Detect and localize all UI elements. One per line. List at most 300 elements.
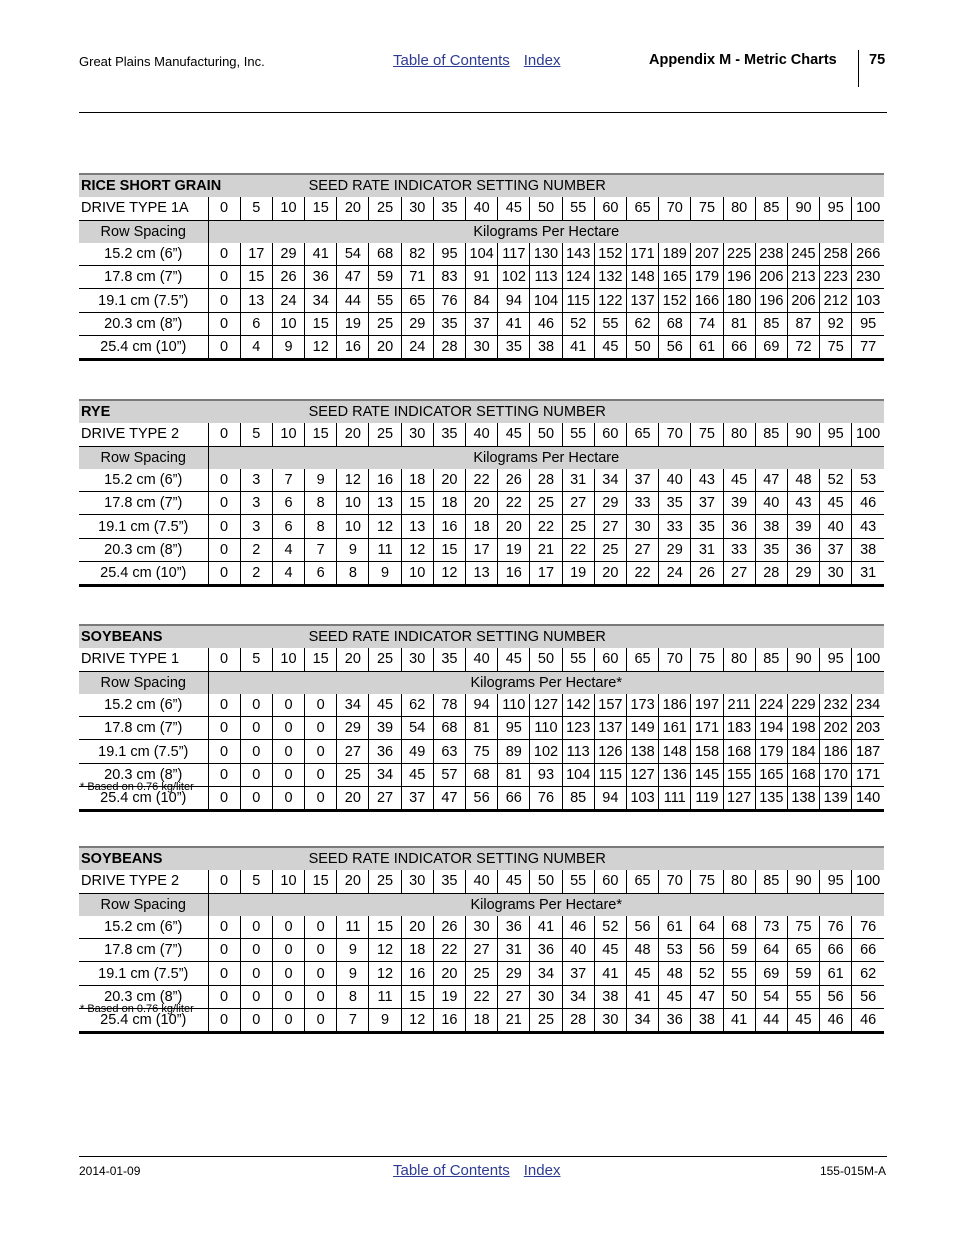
rate-cell: 20 xyxy=(369,336,401,360)
rate-cell: 35 xyxy=(755,538,787,561)
rate-cell: 25 xyxy=(594,538,626,561)
setting-number: 65 xyxy=(626,870,658,893)
rate-cell: 43 xyxy=(691,469,723,492)
row-spacing-label: Row Spacing xyxy=(79,893,208,916)
rate-cell: 24 xyxy=(401,336,433,360)
rate-cell: 41 xyxy=(562,336,594,360)
rate-cell: 30 xyxy=(466,916,498,939)
setting-number: 80 xyxy=(723,648,755,671)
rate-cell: 39 xyxy=(723,492,755,515)
rate-cell: 6 xyxy=(272,515,304,538)
rate-cell: 37 xyxy=(466,312,498,335)
rate-cell: 44 xyxy=(755,1009,787,1033)
setting-number: 60 xyxy=(594,197,626,220)
setting-number: 5 xyxy=(240,423,272,446)
rate-cell: 37 xyxy=(626,469,658,492)
rate-cell: 31 xyxy=(562,469,594,492)
row-spacing: 20.3 cm (8”) xyxy=(79,538,208,561)
rate-cell: 0 xyxy=(240,763,272,786)
rate-cell: 17 xyxy=(466,538,498,561)
rate-cell: 224 xyxy=(755,694,787,717)
footer-index-link[interactable]: Index xyxy=(523,1162,561,1179)
rate-cell: 0 xyxy=(272,962,304,985)
setting-number: 80 xyxy=(723,423,755,446)
setting-number: 95 xyxy=(820,648,852,671)
row-spacing: 17.8 cm (7”) xyxy=(79,717,208,740)
rate-cell: 103 xyxy=(852,289,884,312)
rate-cell: 122 xyxy=(594,289,626,312)
setting-number: 5 xyxy=(240,197,272,220)
rate-cell: 186 xyxy=(659,694,691,717)
rate-cell: 29 xyxy=(787,562,819,586)
table-row xyxy=(79,538,884,561)
rate-cell: 76 xyxy=(433,289,465,312)
rate-cell: 25 xyxy=(530,1009,562,1033)
rate-cell: 76 xyxy=(530,787,562,811)
row-spacing: 17.8 cm (7”) xyxy=(79,939,208,962)
rate-cell: 31 xyxy=(691,538,723,561)
rate-cell: 170 xyxy=(820,763,852,786)
rate-cell: 126 xyxy=(594,740,626,763)
rate-cell: 26 xyxy=(433,916,465,939)
rate-cell: 82 xyxy=(401,243,433,266)
rate-cell: 28 xyxy=(433,336,465,360)
rate-cell: 7 xyxy=(272,469,304,492)
table-row xyxy=(79,469,884,492)
crop-name: SOYBEANS xyxy=(79,625,305,648)
rate-cell: 54 xyxy=(755,985,787,1008)
rate-cell: 171 xyxy=(691,717,723,740)
rate-cell: 95 xyxy=(433,243,465,266)
table-row xyxy=(79,916,884,939)
table-row xyxy=(79,740,884,763)
rate-cell: 258 xyxy=(820,243,852,266)
rate-cell: 3 xyxy=(240,515,272,538)
rate-cell: 29 xyxy=(337,717,369,740)
rate-cell: 94 xyxy=(466,694,498,717)
rate-cell: 113 xyxy=(530,266,562,289)
rate-cell: 28 xyxy=(530,469,562,492)
setting-number: 50 xyxy=(530,197,562,220)
rate-cell: 19 xyxy=(498,538,530,561)
rate-cell: 137 xyxy=(626,289,658,312)
rate-cell: 37 xyxy=(691,492,723,515)
seed-rate-table xyxy=(79,173,884,361)
rate-cell: 59 xyxy=(723,939,755,962)
table-row xyxy=(79,312,884,335)
rate-cell: 0 xyxy=(208,312,240,335)
rate-cell: 61 xyxy=(659,916,691,939)
rate-cell: 27 xyxy=(498,985,530,1008)
rate-cell: 41 xyxy=(530,916,562,939)
rate-cell: 171 xyxy=(626,243,658,266)
rate-cell: 29 xyxy=(498,962,530,985)
rate-cell: 62 xyxy=(852,962,884,985)
rate-cell: 35 xyxy=(659,492,691,515)
rate-cell: 0 xyxy=(305,1009,337,1033)
setting-number: 100 xyxy=(852,197,884,220)
row-spacing: 20.3 cm (8”) xyxy=(79,312,208,335)
rate-cell: 0 xyxy=(305,787,337,811)
rate-cell: 12 xyxy=(369,515,401,538)
rate-cell: 0 xyxy=(272,787,304,811)
rate-cell: 30 xyxy=(626,515,658,538)
rate-cell: 33 xyxy=(626,492,658,515)
rate-cell: 158 xyxy=(691,740,723,763)
rate-cell: 0 xyxy=(240,694,272,717)
setting-number: 40 xyxy=(466,648,498,671)
rate-cell: 266 xyxy=(852,243,884,266)
rate-cell: 84 xyxy=(466,289,498,312)
rate-cell: 40 xyxy=(755,492,787,515)
rate-cell: 0 xyxy=(208,763,240,786)
rate-cell: 20 xyxy=(337,787,369,811)
rate-cell: 186 xyxy=(820,740,852,763)
rate-cell: 25 xyxy=(466,962,498,985)
setting-number: 10 xyxy=(272,648,304,671)
rate-cell: 0 xyxy=(272,985,304,1008)
unit-label: Kilograms Per Hectare xyxy=(208,220,884,243)
rate-cell: 17 xyxy=(530,562,562,586)
setting-number: 40 xyxy=(466,423,498,446)
rate-cell: 40 xyxy=(820,515,852,538)
rate-cell: 115 xyxy=(594,763,626,786)
rate-cell: 63 xyxy=(433,740,465,763)
rate-cell: 95 xyxy=(498,717,530,740)
rate-cell: 22 xyxy=(498,492,530,515)
rate-cell: 94 xyxy=(498,289,530,312)
row-spacing: 20.3 cm (8”) xyxy=(79,985,208,1008)
rate-cell: 13 xyxy=(466,562,498,586)
setting-number: 45 xyxy=(498,197,530,220)
rate-cell: 142 xyxy=(562,694,594,717)
rate-cell: 196 xyxy=(755,289,787,312)
rate-cell: 15 xyxy=(401,492,433,515)
rate-cell: 68 xyxy=(466,763,498,786)
rate-cell: 0 xyxy=(272,939,304,962)
rate-cell: 207 xyxy=(691,243,723,266)
table-row xyxy=(79,717,884,740)
rate-cell: 69 xyxy=(755,962,787,985)
rate-cell: 4 xyxy=(272,562,304,586)
table-title-row xyxy=(79,625,884,648)
table-heading: SEED RATE INDICATOR SETTING NUMBER xyxy=(305,174,884,197)
table-heading: SEED RATE INDICATOR SETTING NUMBER xyxy=(305,625,884,648)
rate-cell: 0 xyxy=(240,916,272,939)
row-spacing: 15.2 cm (6”) xyxy=(79,694,208,717)
setting-number: 40 xyxy=(466,197,498,220)
rate-cell: 43 xyxy=(852,515,884,538)
setting-number: 20 xyxy=(337,423,369,446)
rate-cell: 29 xyxy=(401,312,433,335)
rate-cell: 9 xyxy=(369,562,401,586)
setting-number: 65 xyxy=(626,423,658,446)
rate-cell: 0 xyxy=(272,763,304,786)
rate-cell: 20 xyxy=(466,492,498,515)
row-spacing: 25.4 cm (10”) xyxy=(79,1009,208,1033)
rate-cell: 45 xyxy=(594,939,626,962)
rate-cell: 46 xyxy=(852,1009,884,1033)
row-spacing: 19.1 cm (7.5”) xyxy=(79,962,208,985)
unit-row xyxy=(79,671,884,694)
rate-cell: 139 xyxy=(820,787,852,811)
rate-cell: 55 xyxy=(594,312,626,335)
rate-cell: 18 xyxy=(401,469,433,492)
rate-cell: 92 xyxy=(820,312,852,335)
setting-number: 20 xyxy=(337,648,369,671)
rate-cell: 2 xyxy=(240,562,272,586)
rate-cell: 0 xyxy=(208,1009,240,1033)
rate-cell: 48 xyxy=(787,469,819,492)
rate-cell: 238 xyxy=(755,243,787,266)
rate-cell: 27 xyxy=(369,787,401,811)
rate-cell: 37 xyxy=(401,787,433,811)
rate-cell: 110 xyxy=(498,694,530,717)
rate-cell: 62 xyxy=(626,312,658,335)
setting-number: 95 xyxy=(820,870,852,893)
rate-cell: 81 xyxy=(498,763,530,786)
rate-cell: 11 xyxy=(337,916,369,939)
rate-cell: 152 xyxy=(594,243,626,266)
rate-cell: 0 xyxy=(208,515,240,538)
row-spacing: 19.1 cm (7.5”) xyxy=(79,740,208,763)
setting-number: 45 xyxy=(498,423,530,446)
rate-cell: 16 xyxy=(401,962,433,985)
row-spacing: 25.4 cm (10”) xyxy=(79,787,208,811)
rate-cell: 27 xyxy=(626,538,658,561)
rate-cell: 6 xyxy=(240,312,272,335)
unit-row xyxy=(79,446,884,469)
setting-number: 25 xyxy=(369,870,401,893)
rate-cell: 36 xyxy=(659,1009,691,1033)
table-row xyxy=(79,694,884,717)
rate-cell: 16 xyxy=(433,515,465,538)
rate-cell: 0 xyxy=(208,562,240,586)
rate-cell: 15 xyxy=(369,916,401,939)
drive-type: DRIVE TYPE 1A xyxy=(79,197,208,220)
rate-cell: 73 xyxy=(755,916,787,939)
setting-number: 100 xyxy=(852,648,884,671)
settings-row xyxy=(79,197,884,220)
rate-cell: 45 xyxy=(626,962,658,985)
setting-number: 5 xyxy=(240,648,272,671)
setting-number: 35 xyxy=(433,423,465,446)
rate-cell: 34 xyxy=(626,1009,658,1033)
rate-cell: 46 xyxy=(530,312,562,335)
seed-rate-table xyxy=(79,624,884,812)
rate-cell: 64 xyxy=(755,939,787,962)
rate-cell: 171 xyxy=(852,763,884,786)
rate-cell: 57 xyxy=(433,763,465,786)
setting-number: 100 xyxy=(852,870,884,893)
table-of-contents-link[interactable]: Table of Contents xyxy=(393,52,510,69)
rate-cell: 0 xyxy=(272,916,304,939)
rate-cell: 127 xyxy=(530,694,562,717)
rate-cell: 71 xyxy=(401,266,433,289)
rate-cell: 19 xyxy=(433,985,465,1008)
rate-cell: 197 xyxy=(691,694,723,717)
rate-cell: 187 xyxy=(852,740,884,763)
rate-cell: 183 xyxy=(723,717,755,740)
row-spacing: 25.4 cm (10”) xyxy=(79,336,208,360)
setting-number: 45 xyxy=(498,870,530,893)
rate-cell: 39 xyxy=(369,717,401,740)
table-row xyxy=(79,243,884,266)
rate-cell: 0 xyxy=(305,939,337,962)
rate-cell: 223 xyxy=(820,266,852,289)
setting-number: 70 xyxy=(659,648,691,671)
rate-cell: 2 xyxy=(240,538,272,561)
setting-number: 90 xyxy=(787,197,819,220)
rate-cell: 0 xyxy=(208,469,240,492)
rate-cell: 10 xyxy=(272,312,304,335)
rate-cell: 145 xyxy=(691,763,723,786)
setting-number: 15 xyxy=(305,423,337,446)
index-link[interactable]: Index xyxy=(523,52,561,69)
rate-cell: 119 xyxy=(691,787,723,811)
rate-cell: 54 xyxy=(337,243,369,266)
table-row xyxy=(79,763,884,786)
rate-cell: 76 xyxy=(852,916,884,939)
rate-cell: 68 xyxy=(433,717,465,740)
setting-number: 70 xyxy=(659,423,691,446)
rate-cell: 143 xyxy=(562,243,594,266)
rate-cell: 135 xyxy=(755,787,787,811)
rate-cell: 12 xyxy=(369,962,401,985)
rate-cell: 0 xyxy=(208,787,240,811)
rate-cell: 196 xyxy=(723,266,755,289)
section-title: Appendix M - Metric Charts xyxy=(649,52,837,68)
table-row xyxy=(79,985,884,1008)
rate-cell: 83 xyxy=(433,266,465,289)
rate-cell: 69 xyxy=(755,336,787,360)
setting-number: 85 xyxy=(755,870,787,893)
table-row xyxy=(79,562,884,586)
rate-cell: 9 xyxy=(272,336,304,360)
rate-cell: 36 xyxy=(305,266,337,289)
setting-number: 85 xyxy=(755,197,787,220)
rate-cell: 47 xyxy=(337,266,369,289)
rate-cell: 15 xyxy=(305,312,337,335)
rate-cell: 52 xyxy=(594,916,626,939)
rate-cell: 48 xyxy=(626,939,658,962)
setting-number: 35 xyxy=(433,870,465,893)
rate-cell: 0 xyxy=(240,717,272,740)
rate-cell: 8 xyxy=(305,515,337,538)
setting-number: 75 xyxy=(691,423,723,446)
rate-cell: 46 xyxy=(562,916,594,939)
rate-cell: 232 xyxy=(820,694,852,717)
rate-cell: 230 xyxy=(852,266,884,289)
rate-cell: 27 xyxy=(723,562,755,586)
rate-cell: 25 xyxy=(369,312,401,335)
rate-cell: 89 xyxy=(498,740,530,763)
rate-cell: 8 xyxy=(305,492,337,515)
rate-cell: 34 xyxy=(562,985,594,1008)
rate-cell: 0 xyxy=(208,939,240,962)
rate-cell: 29 xyxy=(272,243,304,266)
rate-cell: 198 xyxy=(787,717,819,740)
rate-cell: 22 xyxy=(466,985,498,1008)
setting-number: 55 xyxy=(562,648,594,671)
rate-cell: 12 xyxy=(401,1009,433,1033)
rate-cell: 30 xyxy=(530,985,562,1008)
table-title-row xyxy=(79,847,884,870)
rate-cell: 52 xyxy=(562,312,594,335)
rate-cell: 87 xyxy=(787,312,819,335)
rate-cell: 0 xyxy=(305,962,337,985)
rate-cell: 140 xyxy=(852,787,884,811)
setting-number: 30 xyxy=(401,648,433,671)
rate-cell: 49 xyxy=(401,740,433,763)
rate-cell: 75 xyxy=(466,740,498,763)
rate-cell: 77 xyxy=(852,336,884,360)
header-rule xyxy=(79,112,887,113)
rate-cell: 27 xyxy=(594,515,626,538)
setting-number: 95 xyxy=(820,423,852,446)
rate-cell: 184 xyxy=(787,740,819,763)
setting-number: 75 xyxy=(691,648,723,671)
rate-cell: 166 xyxy=(691,289,723,312)
rate-cell: 26 xyxy=(272,266,304,289)
table-title-row xyxy=(79,174,884,197)
rate-cell: 93 xyxy=(530,763,562,786)
rate-cell: 55 xyxy=(723,962,755,985)
rate-cell: 52 xyxy=(820,469,852,492)
rate-cell: 168 xyxy=(787,763,819,786)
rate-cell: 30 xyxy=(466,336,498,360)
table-heading: SEED RATE INDICATOR SETTING NUMBER xyxy=(305,400,884,423)
rate-cell: 155 xyxy=(723,763,755,786)
rate-cell: 102 xyxy=(498,266,530,289)
rate-cell: 229 xyxy=(787,694,819,717)
rate-cell: 213 xyxy=(787,266,819,289)
footer-rule xyxy=(79,1156,887,1157)
rate-cell: 56 xyxy=(820,985,852,1008)
rate-cell: 0 xyxy=(208,336,240,360)
table-row xyxy=(79,266,884,289)
rate-cell: 25 xyxy=(562,515,594,538)
rate-cell: 0 xyxy=(305,717,337,740)
rate-cell: 68 xyxy=(659,312,691,335)
table-row xyxy=(79,939,884,962)
rate-cell: 16 xyxy=(369,469,401,492)
seed-rate-table xyxy=(79,399,884,587)
rate-cell: 4 xyxy=(240,336,272,360)
footnote: * Based on 0.76 kg/liter xyxy=(80,781,194,793)
rate-cell: 110 xyxy=(530,717,562,740)
rate-cell: 104 xyxy=(466,243,498,266)
rate-cell: 12 xyxy=(433,562,465,586)
rate-cell: 35 xyxy=(433,312,465,335)
rate-cell: 81 xyxy=(466,717,498,740)
rate-cell: 34 xyxy=(369,763,401,786)
setting-number: 40 xyxy=(466,870,498,893)
setting-number: 15 xyxy=(305,870,337,893)
rate-cell: 78 xyxy=(433,694,465,717)
rate-cell: 45 xyxy=(659,985,691,1008)
rate-cell: 0 xyxy=(272,717,304,740)
table-row xyxy=(79,336,884,360)
rate-cell: 33 xyxy=(659,515,691,538)
rate-cell: 102 xyxy=(530,740,562,763)
rate-cell: 17 xyxy=(240,243,272,266)
rate-cell: 180 xyxy=(723,289,755,312)
rate-cell: 41 xyxy=(305,243,337,266)
rate-cell: 85 xyxy=(755,312,787,335)
footer-table-of-contents-link[interactable]: Table of Contents xyxy=(393,1162,510,1179)
rate-cell: 31 xyxy=(852,562,884,586)
